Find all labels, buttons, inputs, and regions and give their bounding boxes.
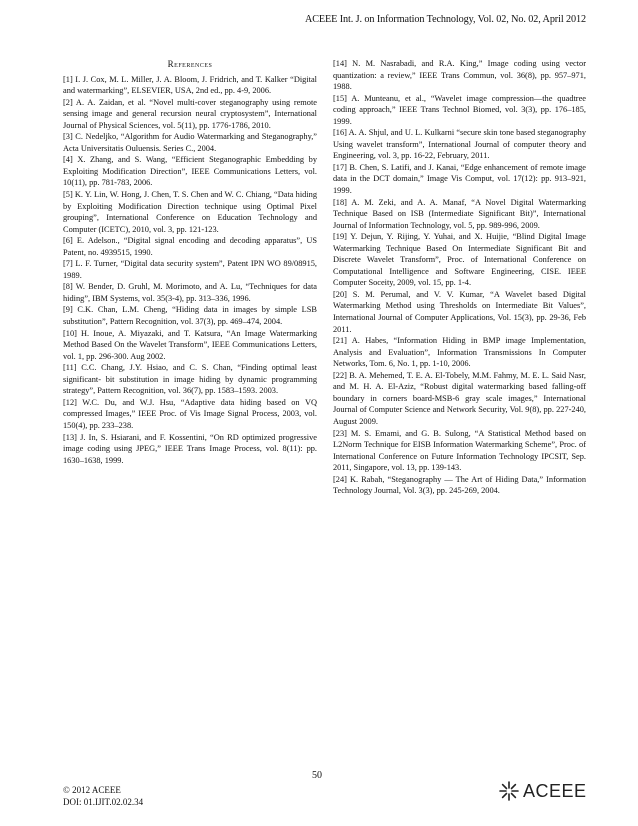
- reference-entry: [5] K. Y. Lin, W. Hong, J. Chen, T. S. Chen and W. C. Chiang, “Data hiding by Exploiting Modification Direction technique using Optimal Pixel grouping”, International Conference on Education Technology and Computer (ICETC), 2010, vol. 3, pp. 121-123.: [63, 190, 317, 234]
- references-left-column: [63, 58, 317, 466]
- aceee-logo: [498, 780, 587, 802]
- reference-entry: [14] N. M. Nasrabadi, and R.A. King,” Image coding using vector quantization: a review,” IEEE Trans Commun, vol. 36(8), pp. 957–971, 1988.: [333, 59, 586, 92]
- footer-left: [63, 784, 143, 808]
- reference-entry: [7] L. F. Turner, “Digital data security system”, Patent IPN WO 89/08915, 1989.: [63, 259, 317, 280]
- reference-entry: [16] A. A. Shjul, and U. L. Kulkarni “secure skin tone based steganography Using wavelet transform”, International Journal of computer theory and Engineering, vol. 3, pp. 16-22, February, 2011.: [333, 128, 586, 161]
- doi-text: DOI: 01.IJIT.02.02.34: [63, 797, 144, 807]
- reference-entry: [17] B. Chen, S. Latifi, and J. Kanai, “Edge enhancement of remote image data in the DCT domain,” Image Vis Comput, vol. 17(12): pp. 913–921, 1999.: [333, 162, 586, 196]
- reference-entry: [21] A. Habes, “Information Hiding in BMP image Implementation, Analysis and Evaluation”, Information Transmissions In Computer Networks, Tom. 6, No. 1, pp. 1-10, 2006.: [333, 336, 586, 369]
- reference-entry: [23] M. S. Emami, and G. B. Sulong, “A Statistical Method based on L2Norm Technique for EISB Information Watermarking Scheme”, Proc. of International Conference on Future Information Technology IPCSIT, Sep. 2011, Singapore, vol. 13, pp. 139-143.: [333, 428, 586, 473]
- reference-entry: [24] K. Rabah, “Steganography — The Art of Hiding Data,” Information Technology Journal, Vol. 3(3), pp. 245-269, 2004.: [333, 474, 586, 496]
- aceee-burst-icon: [498, 780, 520, 802]
- reference-entry: [22] B. A. Mehemed, T. E. A. El-Tobely, M.M. Fahmy, M. E. L. Said Nasr, and M. H. A. El-Aziz, “Robust digital watermarking based falling-off boundary in corners board-MSB-6 gray scale images,” International Journal of Computer Science and Network Security, Vol. 9(8), pp. 227-240, August 2009.: [333, 370, 586, 426]
- reference-entry: [19] Y. Dejun, Y. Rijing, Y. Yuhai, and X. Huijie, “Blind Digital Image Watermarking Technique Based On Intermediate Significant Bit and Discrete Wavelet Transform”, Proc. of International Conference on Computational Intelligence and Software Engineering, CISE. IEEE Computer Soceity, 2009, vol. 15, pp. 1-4.: [333, 232, 586, 288]
- reference-entry: [10] H. Inoue, A. Miyazaki, and T. Katsura, “An Image Watermarking Method Based On the Wavelet Transform”, IEEE Communications Letters, vol. 1, pp. 296-300. Aug 2002.: [63, 328, 317, 361]
- reference-entry: [3] C. Nedeljko, “Algorithm for Audio Watermarking and Steganography,” Acta Universitatis Ouluensis. Series C., 2004.: [63, 132, 317, 153]
- copyright-text: © 2012 ACEEE: [63, 785, 121, 795]
- aceee-logo-text: ACEEE: [523, 780, 587, 801]
- references-heading: References: [167, 59, 213, 69]
- journal-header: ACEEE Int. J. on Information Technology, Vol. 02, No. 02, April 2012: [304, 14, 586, 25]
- page-number: 50: [312, 770, 322, 781]
- reference-entry: [20] S. M. Perumal, and V. V. Kumar, “A Wavelet based Digital Watermarking Method using Thresholds on Intermediate Bit Values”, International Journal of Computer Applications, Vol. 15(3), pp. 29-36, Feb 2011.: [333, 289, 586, 334]
- reference-list-left: [63, 74, 317, 467]
- reference-entry: [2] A. A. Zaidan, et al. “Novel multi-cover steganography using remote sensing image and general recursion neural cryptosystem”, International Journal of Physical Sciences, vol. 5(11), pp. 1776-1786, 2010.: [63, 97, 317, 130]
- reference-entry: [13] J. In, S. Hsiarani, and F. Kossentini, “On RD optimized progressive image coding using JPEG,” IEEE Trans Image Process, vol. 8(11): pp. 1630–1638, 1999.: [63, 432, 317, 465]
- reference-entry: [15] A. Munteanu, et al., “Wavelet image compression—the quadtree coding approach,” IEEE Trans Technol Biomed, vol. 3(3), pp. 176–185, 1999.: [333, 93, 586, 126]
- references-right-column: [333, 58, 586, 497]
- reference-entry: [9] C.K. Chan, L.M. Cheng, “Hiding data in images by simple LSB substitution”, Pattern Recognition, vol. 37(3), pp. 469–474, 2004.: [63, 305, 317, 327]
- reference-entry: [11] C.C. Chang, J.Y. Hsiao, and C. S. Chan, “Finding optimal least significant- bit substitution in image hiding by dynamic programming strategy”, Pattern Recognition, vol. 36(7), pp. 1583–1593. 2003.: [63, 363, 317, 396]
- reference-entry: [12] W.C. Du, and W.J. Hsu, “Adaptive data hiding based on VQ compressed Images,” IEEE Proc. of Vis Image Signal Process, 2003, vol. 150(4), pp. 233–238.: [63, 397, 317, 430]
- reference-entry: [4] X. Zhang, and S. Wang, “Efficient Steganographic Embedding by Exploiting Modification Direction”, IEEE Communications Letters, vol. 10(11), pp. 781-783, 2006.: [63, 155, 317, 188]
- reference-entry: [18] A. M. Zeki, and A. A. Manaf, “A Novel Digital Watermarking Technique Based on ISB (Intermediate Significant Bit)”, International Journal of Information Technology, vol. 5, pp. 989-996, 2009.: [333, 197, 586, 230]
- reference-list-right: [333, 58, 586, 497]
- reference-entry: [8] W. Bender, D. Gruhl, M. Morimoto, and A. Lu, “Techniques for data hiding”, IBM Systems, vol. 35(3-4), pp. 313–336, 1996.: [63, 282, 317, 303]
- reference-entry: [6] E. Adelson., “Digital signal encoding and decoding apparatus”, US Patent, no. 4939515, 1990.: [63, 236, 317, 257]
- reference-entry: [1] I. J. Cox, M. L. Miller, J. A. Bloom, J. Fridrich, and T. Kalker “Digital and watermarking”, ELSEVIER, USA, 2nd ed., pp. 4-9, 2006.: [63, 74, 317, 96]
